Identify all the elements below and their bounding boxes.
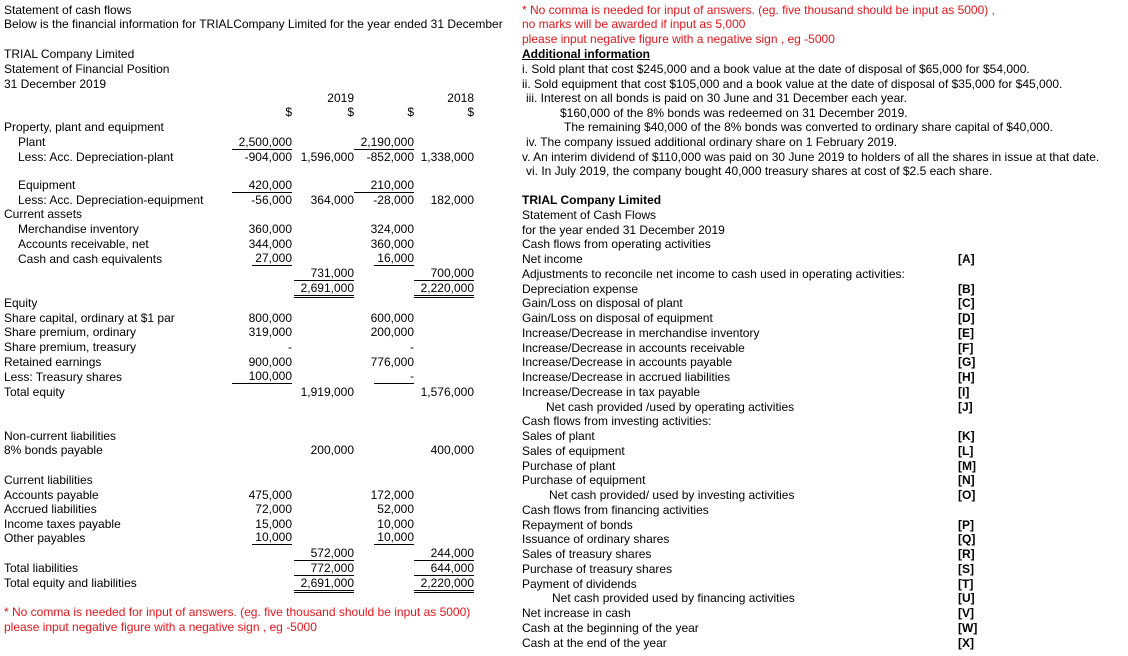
additional-info-vi: vi. In July 2019, the company bought 40,000 treasury shares at cost of $2.5 each share. — [526, 164, 993, 178]
cfs-row-label: Increase/Decrease in tax payable — [522, 384, 701, 399]
retained-earnings-label: Retained earnings — [4, 355, 102, 369]
share-premium-treasury-2018: - — [410, 340, 414, 354]
cfs-row-label: Net cash provided /used by operating activities — [546, 399, 795, 414]
cfs-row-label: Purchase of treasury shares — [522, 561, 673, 576]
additional-info-iii-a: $160,000 of the 8% bonds was redeemed on 31 December 2019. — [560, 106, 908, 120]
equip-net-2018: 182,000 — [430, 193, 474, 207]
total-liabilities-2019: 772,000 — [294, 560, 354, 575]
cfs-answer-key[interactable]: [I] — [958, 384, 970, 399]
acc-dep-plant-2019: -904,000 — [232, 149, 292, 164]
equipment-2018: 210,000 — [370, 178, 414, 192]
tax-2018: 10,000 — [377, 517, 414, 531]
inventory-label: Merchandise inventory — [18, 222, 139, 236]
total-eq-liab-label: Total equity and liabilities — [4, 576, 137, 590]
cfs-row-label: Cash flows from financing activities — [522, 502, 709, 517]
share-premium-treasury-2019: - — [288, 340, 292, 354]
inventory-2018: 324,000 — [370, 222, 414, 236]
cfs-answer-key[interactable]: [F] — [958, 340, 974, 355]
cfs-answer-key[interactable]: [K] — [958, 429, 975, 443]
ar-2019: 344,000 — [248, 237, 292, 251]
ap-2019: 475,000 — [248, 488, 292, 502]
cfs-row-label: Net increase in cash — [522, 606, 631, 620]
share-premium-label: Share premium, ordinary — [4, 325, 137, 339]
cash-2019: 27,000 — [252, 251, 292, 266]
other-payables-2019: 10,000 — [252, 530, 292, 545]
acc-dep-plant-label: Less: Acc. Depreciation-plant — [18, 150, 174, 164]
bonds-2018: 400,000 — [430, 443, 474, 457]
cfs-period: for the year ended 31 December 2019 — [522, 223, 725, 237]
cfs-row-label: Repayment of bonds — [522, 517, 633, 532]
other-payables-label: Other payables — [4, 531, 86, 545]
cfs-title: Statement of Cash Flows — [522, 208, 657, 222]
additional-info-i: i. Sold plant that cost $245,000 and a book value at the date of disposal of $65,000 for $54,000. — [522, 62, 1030, 76]
acc-dep-plant-2018: -852,000 — [354, 149, 414, 164]
cfs-answer-key[interactable]: [U] — [958, 591, 975, 606]
intro-text: Below is the financial information for TRIALCompany Limited for the year ended 31 December — [4, 17, 503, 31]
cfs-row-label: Cash at the beginning of the year — [522, 620, 699, 635]
cl-heading: Current liabilities — [4, 473, 93, 487]
share-premium-2018: 200,000 — [370, 325, 414, 339]
input-note-3: please input negative figure with a negative sign , eg -5000 — [522, 32, 835, 46]
inventory-2019: 360,000 — [248, 222, 292, 236]
cash-label: Cash and cash equivalents — [18, 252, 163, 266]
treasury-shares-2018: - — [374, 369, 414, 384]
cfs-answer-key[interactable]: [G] — [958, 355, 976, 370]
acc-dep-equip-2019: -56,000 — [232, 192, 292, 207]
cfs-answer-key[interactable]: [O] — [958, 488, 976, 502]
input-note-1: * No comma is needed for input of answers. (eg. five thousand should be input as 5000) , — [522, 3, 995, 17]
equipment-label: Equipment — [18, 178, 76, 192]
total-liabilities-label: Total liabilities — [4, 561, 79, 575]
retained-earnings-2018: 776,000 — [370, 355, 414, 369]
tax-label: Income taxes payable — [4, 517, 121, 531]
cfs-answer-key[interactable]: [H] — [958, 370, 975, 384]
cfs-answer-key[interactable]: [P] — [958, 517, 974, 532]
cfs-row-label: Depreciation expense — [522, 281, 639, 296]
total-liabilities-2018: 644,000 — [414, 560, 474, 575]
cfs-row-label: Gain/Loss on disposal of equipment — [522, 311, 713, 325]
plant-label: Plant — [18, 135, 46, 149]
acc-dep-equip-2018: -28,000 — [354, 192, 414, 207]
cfs-answer-key[interactable]: [T] — [958, 576, 974, 591]
ppe-heading: Property, plant and equipment — [4, 120, 164, 134]
cfs-row-label: Payment of dividends — [522, 576, 637, 591]
accrued-label: Accrued liabilities — [4, 502, 97, 516]
page-title: Statement of cash flows — [4, 3, 132, 17]
bottom-note-2: please input negative figure with a negative sign , eg -5000 — [4, 620, 317, 634]
additional-info-iii-b: The remaining $40,000 of the 8% bonds was converted to ordinary share capital of $40,000. — [564, 120, 1053, 134]
share-premium-treasury-label: Share premium, treasury — [4, 340, 137, 354]
cfs-operating-heading: Cash flows from operating activities — [522, 237, 711, 251]
acc-dep-equip-label: Less: Acc. Depreciation-equipment — [18, 193, 204, 207]
cfs-row-label: Sales of plant — [522, 429, 595, 443]
cfs-answer-key[interactable]: [V] — [958, 606, 974, 620]
cfs-row-label: Gain/Loss on disposal of plant — [522, 296, 683, 311]
cfs-answer-key[interactable]: [S] — [958, 561, 974, 576]
cfs-row-label: Net cash provided/ used by investing activities — [549, 488, 795, 502]
total-equity-label: Total equity — [4, 385, 65, 399]
additional-info-title: Additional information — [522, 47, 650, 61]
current-assets-heading: Current assets — [4, 207, 83, 221]
total-eq-liab-2018: 2,220,000 — [414, 575, 474, 593]
sfp-date: 31 December 2019 — [4, 77, 107, 91]
cfs-answer-key[interactable]: [C] — [958, 296, 975, 311]
cfs-row-label: Increase/Decrease in accrued liabilities — [522, 370, 731, 384]
year-2018-header: 2018 — [447, 91, 474, 105]
cfs-answer-key[interactable]: [X] — [958, 635, 974, 650]
ca-total-2019: 731,000 — [310, 266, 354, 280]
cfs-answer-key[interactable]: [R] — [958, 547, 975, 561]
plant-2018: 2,190,000 — [360, 135, 414, 149]
additional-info-ii: ii. Sold equipment that cost $105,000 and a book value at the date of disposal of $35,000 for $45,000. — [522, 77, 1063, 91]
year-2019-header: 2019 — [327, 91, 354, 105]
cfs-row-label: Purchase of equipment — [522, 473, 646, 488]
sfp-title: Statement of Financial Position — [4, 62, 170, 76]
dollar-header: $ — [347, 105, 354, 119]
cfs-row-label: Adjustments to reconcile net income to cash used in operating activities: — [522, 266, 905, 281]
ap-2018: 172,000 — [370, 488, 414, 502]
ncl-heading: Non-current liabilities — [4, 429, 117, 443]
total-equity-2018: 1,576,000 — [420, 385, 474, 399]
ap-label: Accounts payable — [4, 488, 99, 502]
plant-2019: 2,500,000 — [238, 135, 292, 149]
sfp-company: TRIAL Company Limited — [4, 47, 135, 61]
additional-info-iv: iv. The company issued additional ordinary share on 1 February 2019. — [526, 135, 898, 149]
share-capital-label: Share capital, ordinary at $1 par — [4, 311, 175, 325]
additional-info-iii: iii. Interest on all bonds is paid on 30 June and 31 December each year. — [526, 91, 907, 105]
cfs-row-label: Net income — [522, 252, 583, 266]
treasury-shares-2019: 100,000 — [232, 369, 292, 384]
bonds-2019: 200,000 — [310, 443, 354, 457]
cl-total-2019: 572,000 — [310, 546, 354, 560]
cfs-row-label: Cash at the end of the year — [522, 635, 667, 650]
cfs-answer-key[interactable]: [W] — [958, 620, 978, 635]
total-assets-2018: 2,220,000 — [414, 280, 474, 298]
cfs-answer-key[interactable]: [B] — [958, 281, 975, 296]
total-eq-liab-2019: 2,691,000 — [294, 575, 354, 593]
share-capital-2018: 600,000 — [370, 311, 414, 325]
equip-net-2019: 364,000 — [310, 193, 354, 207]
equity-heading: Equity — [4, 296, 38, 310]
total-equity-2019: 1,919,000 — [300, 385, 354, 399]
accrued-2019: 72,000 — [255, 502, 292, 516]
cfs-row-label: Cash flows from investing activities: — [522, 414, 712, 429]
cfs-row-label: Increase/Decrease in accounts receivable — [522, 340, 745, 355]
bottom-note-1: * No comma is needed for input of answers. (eg. five thousand should be input as 5000) — [4, 605, 471, 619]
ar-2018: 360,000 — [370, 237, 414, 251]
plant-net-2019: 1,596,000 — [300, 150, 354, 164]
other-payables-2018: 10,000 — [374, 530, 414, 545]
ca-total-2018: 700,000 — [430, 266, 474, 280]
plant-net-2018: 1,338,000 — [420, 150, 474, 164]
dollar-header: $ — [285, 105, 292, 119]
cfs-row-label: Increase/Decrease in merchandise inventory — [522, 325, 760, 340]
cfs-row-label: Issuance of ordinary shares — [522, 532, 670, 547]
retained-earnings-2019: 900,000 — [248, 355, 292, 369]
tax-2019: 15,000 — [255, 517, 292, 531]
accrued-2018: 52,000 — [377, 502, 414, 516]
share-premium-2019: 319,000 — [248, 325, 292, 339]
cash-2018: 16,000 — [374, 251, 414, 266]
dollar-header: $ — [407, 105, 414, 119]
cfs-row-label: Purchase of plant — [522, 458, 616, 473]
cfs-answer-key[interactable]: [L] — [958, 443, 974, 458]
cfs-answer-key[interactable]: [J] — [958, 399, 973, 414]
cl-total-2018: 244,000 — [430, 546, 474, 560]
bonds-label: 8% bonds payable — [4, 443, 103, 457]
cfs-row-label: Sales of equipment — [522, 443, 625, 458]
dollar-header: $ — [467, 105, 474, 119]
cfs-row-label: Net cash provided used by financing activities — [552, 591, 795, 606]
cfs-answer-key[interactable]: [Q] — [958, 532, 976, 547]
cfs-row-label: Sales of treasury shares — [522, 547, 652, 561]
cfs-row-label: Increase/Decrease in accounts payable — [522, 355, 733, 370]
treasury-shares-label: Less: Treasury shares — [4, 370, 123, 384]
total-assets-2019: 2,691,000 — [294, 280, 354, 298]
cfs-answer-key[interactable]: [N] — [958, 473, 975, 488]
share-capital-2019: 800,000 — [248, 311, 292, 325]
ar-label: Accounts receivable, net — [18, 237, 149, 251]
cfs-answer-key[interactable]: [A] — [958, 252, 975, 266]
cfs-company: TRIAL Company Limited — [522, 193, 662, 207]
cfs-answer-key[interactable]: [E] — [958, 325, 974, 340]
equipment-2019: 420,000 — [248, 178, 292, 192]
cfs-answer-key[interactable]: [D] — [958, 311, 975, 325]
input-note-2: no marks will be awarded if input as 5,000 — [522, 17, 746, 31]
additional-info-v: v. An interim dividend of $110,000 was paid on 30 June 2019 to holders of all the shares in issue at that date. — [522, 150, 1100, 164]
cfs-answer-key[interactable]: [M] — [958, 458, 976, 473]
